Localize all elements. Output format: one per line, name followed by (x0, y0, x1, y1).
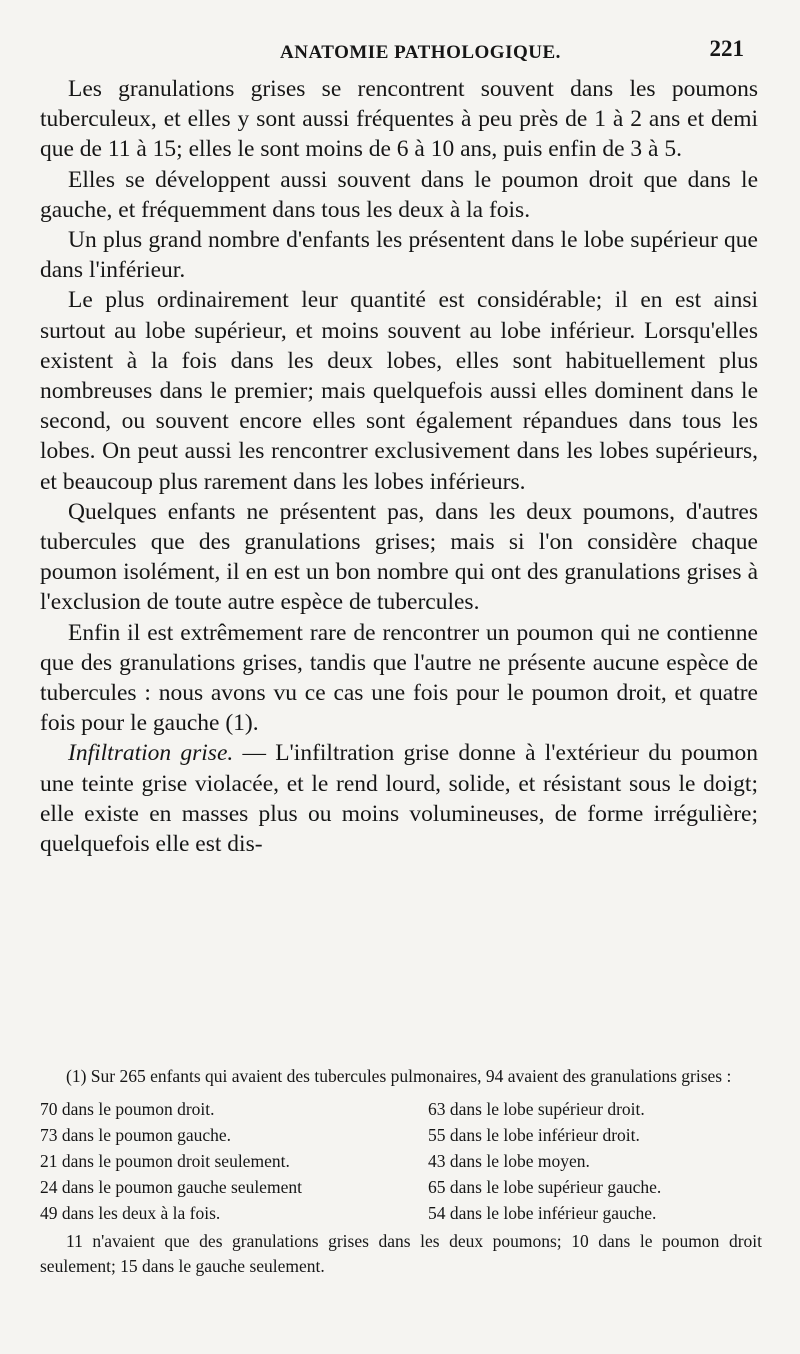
footnote (40, 1064, 762, 1279)
stat-right: 63 dans le lobe supérieur droit. (428, 1099, 645, 1119)
page-number: 221 (709, 36, 744, 61)
stat-left: 70 dans le poumon droit. (40, 1099, 215, 1119)
page-header (40, 36, 760, 66)
paragraph (40, 738, 758, 859)
stat-right: 43 dans le lobe moyen. (428, 1151, 590, 1171)
paragraph: Quelques enfants ne présentent pas, dans les deux poumons, d'autres tubercules que des granulations grises; mais si l'on considère chaque poumon isolément, il en est un bon nombre qui ont des granulations grises à l'exclusion de toute autre espèce de tubercules. (40, 498, 758, 616)
running-head: ANATOMIE PATHOLOGIQUE. (280, 42, 561, 63)
paragraph: Enfin il est extrêmement rare de rencontrer un poumon qui ne contienne que des granulations grises, tandis que l'autre ne présente aucune espèce de tubercules : nous avons vu ce cas une fois pour le poumon droit, et quatre fois pour le gauche (1). (40, 619, 758, 737)
paragraph: Un plus grand nombre d'enfants les présentent dans le lobe supérieur que dans l'inférieur. (40, 227, 758, 284)
stat-right: 55 dans le lobe inférieur droit. (428, 1125, 640, 1145)
footnote-stats (40, 1097, 762, 1227)
paragraph-text: — L'infiltration grise donne à l'extérieur du poumon une teinte grise violacée, et le rend lourd, solide, et résistant sous le doigt; elle existe en masses plus ou moins volumineuses, de forme irrégulière; quelquefois elle est dis- (40, 740, 758, 858)
paragraph: Le plus ordinairement leur quantité est considérable; il en est ainsi surtout au lobe supérieur, et moins souvent au lobe inférieur. Lorsqu'elles existent à la fois dans les deux lobes, elles sont habituellement plus nombreuses dans le premier; mais quelquefois aussi elles dominent dans le second, ou souvent encore elles sont également répandues dans tous les lobes. On peut aussi les rencontrer exclusivement dans les lobes supérieurs, et beaucoup plus rarement dans les lobes inférieurs. (40, 287, 758, 495)
footnote-intro: (1) Sur 265 enfants qui avaient des tubercules pulmonaires, 94 avaient des granulations grises : (66, 1066, 732, 1086)
paragraph: Les granulations grises se rencontrent souvent dans les poumons tuberculeux, et elles y sont aussi fréquentes à peu près de 1 à 2 ans et demi que de 11 à 15; elles le sont moins de 6 à 10 ans, puis enfin de 3 à 5. (40, 76, 758, 163)
stat-left: 24 dans le poumon gauche seulement (40, 1177, 302, 1197)
paragraph: Elles se développent aussi souvent dans le poumon droit que dans le gauche, et fréquemment dans tous les deux à la fois. (40, 166, 758, 223)
section-heading: Infiltration grise. (68, 740, 234, 767)
stat-right: 54 dans le lobe inférieur gauche. (428, 1203, 657, 1223)
footnote-closing: 11 n'avaient que des granulations grises dans les deux poumons; 10 dans le poumon droit seulement; 15 dans le gauche seulement. (40, 1231, 762, 1276)
stat-left: 73 dans le poumon gauche. (40, 1125, 231, 1145)
stat-right: 65 dans le lobe supérieur gauche. (428, 1177, 662, 1197)
stat-left: 21 dans le poumon droit seulement. (40, 1151, 290, 1171)
stat-left: 49 dans les deux à la fois. (40, 1203, 221, 1223)
body-text (40, 74, 758, 859)
